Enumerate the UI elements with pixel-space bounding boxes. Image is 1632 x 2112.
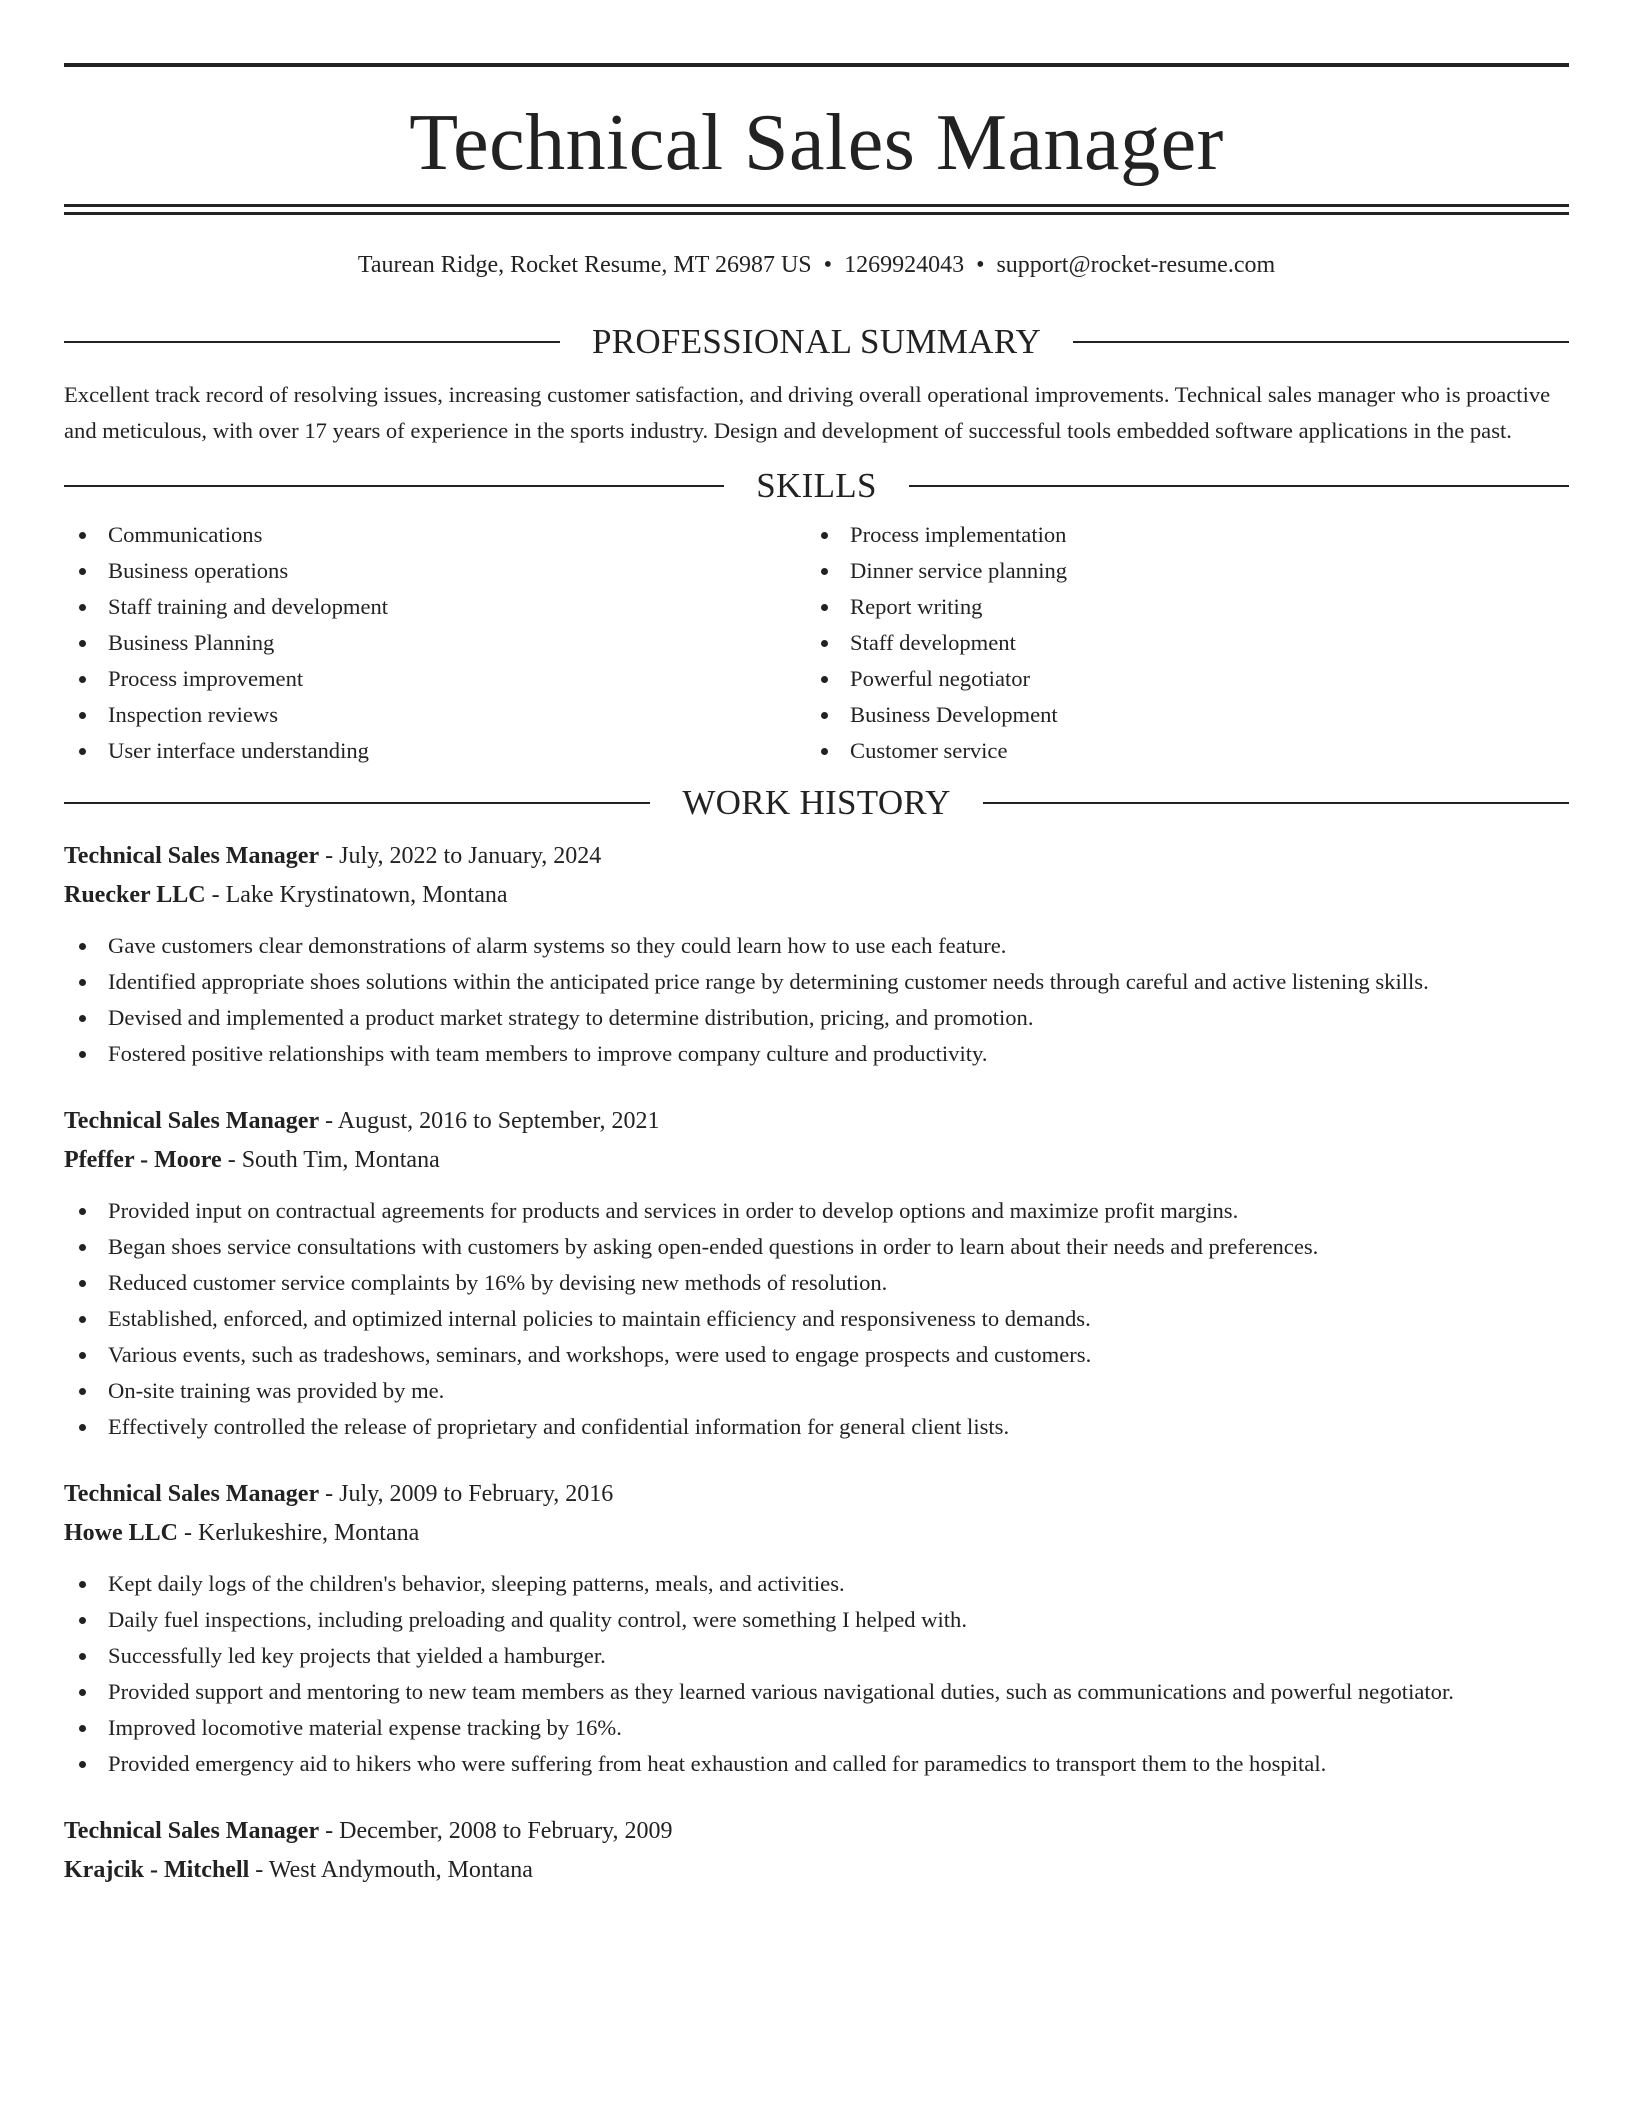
heading-rule bbox=[64, 485, 724, 487]
job-dash: - bbox=[178, 1520, 198, 1546]
section-title: WORK HISTORY bbox=[682, 783, 951, 822]
skills-column-right bbox=[806, 517, 1548, 769]
skill-item: Communications bbox=[64, 517, 806, 553]
job-dash: - bbox=[319, 1108, 338, 1134]
job-title: Technical Sales Manager bbox=[64, 843, 320, 869]
job-company: Pfeffer - Moore bbox=[64, 1147, 222, 1173]
job-dash: - bbox=[221, 1147, 242, 1173]
title-double-rule bbox=[64, 204, 1569, 215]
skill-item: Staff development bbox=[806, 625, 1548, 661]
job-bullet: Identified appropriate shoes solutions within the anticipated price range by determining customer needs through careful and active listening skills. bbox=[64, 964, 1569, 1000]
job-bullet: Gave customers clear demonstrations of alarm systems so they could learn how to use each feature. bbox=[64, 928, 1569, 964]
heading-rule bbox=[983, 802, 1569, 804]
job-bullet: Successfully led key projects that yielded a hamburger. bbox=[64, 1638, 1569, 1674]
section-heading-work bbox=[64, 781, 1569, 825]
job-dash: - bbox=[249, 1857, 269, 1883]
job-bullet: Provided emergency aid to hikers who were suffering from heat exhaustion and called for paramedics to transport them to the hospital. bbox=[64, 1746, 1569, 1782]
job-company: Krajcik - Mitchell bbox=[64, 1857, 250, 1883]
job-dash: - bbox=[205, 882, 226, 908]
job-dates: July, 2022 to January, 2024 bbox=[339, 843, 602, 869]
job-location: Kerlukeshire, Montana bbox=[198, 1520, 420, 1546]
job-company-line bbox=[64, 1514, 1569, 1553]
skill-item: Process implementation bbox=[806, 517, 1548, 553]
section-heading-summary bbox=[64, 320, 1569, 364]
skill-item: Dinner service planning bbox=[806, 553, 1548, 589]
section-heading-skills bbox=[64, 464, 1569, 508]
job-bullet: Established, enforced, and optimized internal policies to maintain efficiency and responsiveness to demands. bbox=[64, 1301, 1569, 1337]
job-location: South Tim, Montana bbox=[241, 1147, 440, 1173]
job-dates: August, 2016 to September, 2021 bbox=[337, 1108, 660, 1134]
skills-column-left bbox=[64, 517, 806, 769]
job-location: Lake Krystinatown, Montana bbox=[225, 882, 508, 908]
job-bullets bbox=[64, 928, 1569, 1072]
job-title: Technical Sales Manager bbox=[64, 1481, 320, 1507]
job-title-line bbox=[64, 1475, 1569, 1514]
job-dates: July, 2009 to February, 2016 bbox=[339, 1481, 614, 1507]
job-location: West Andymouth, Montana bbox=[268, 1857, 533, 1883]
heading-rule bbox=[909, 485, 1569, 487]
contact-line bbox=[64, 250, 1569, 280]
job-entry bbox=[64, 1102, 1569, 1445]
resume-content bbox=[64, 0, 1569, 1890]
job-bullet: Reduced customer service complaints by 16% by devising new methods of resolution. bbox=[64, 1265, 1569, 1301]
job-entry bbox=[64, 1475, 1569, 1782]
summary-text: Excellent track record of resolving issues, increasing customer satisfaction, and driving overall operational improvements. Technical sales manager who is proactive and meticulous, with over 17 years of experience in the sports industry. Design and development of successful tools embedded software applications in the past. bbox=[64, 382, 1551, 443]
job-title-line bbox=[64, 1102, 1569, 1141]
skill-item: Powerful negotiator bbox=[806, 661, 1548, 697]
job-title: Technical Sales Manager bbox=[64, 1818, 320, 1844]
job-entry bbox=[64, 837, 1569, 1072]
resume-title: Technical Sales Manager bbox=[409, 99, 1224, 187]
contact-separator: • bbox=[823, 252, 833, 278]
job-company: Howe LLC bbox=[64, 1520, 178, 1546]
skill-item: Staff training and development bbox=[64, 589, 806, 625]
job-company-line bbox=[64, 1141, 1569, 1180]
job-dash: - bbox=[319, 1481, 340, 1507]
job-bullet: Improved locomotive material expense tracking by 16%. bbox=[64, 1710, 1569, 1746]
job-bullet: On-site training was provided by me. bbox=[64, 1373, 1569, 1409]
job-bullet: Kept daily logs of the children's behavior, sleeping patterns, meals, and activities. bbox=[64, 1566, 1569, 1602]
skill-item: Business operations bbox=[64, 553, 806, 589]
job-bullet: Provided input on contractual agreements for products and services in order to develop options and maximize profit margins. bbox=[64, 1193, 1569, 1229]
work-history-list bbox=[64, 837, 1569, 1890]
job-bullets bbox=[64, 1193, 1569, 1445]
skill-item: Process improvement bbox=[64, 661, 806, 697]
job-bullets bbox=[64, 1566, 1569, 1782]
job-bullet: Daily fuel inspections, including preloading and quality control, were something I helped with. bbox=[64, 1602, 1569, 1638]
skill-item: User interface understanding bbox=[64, 733, 806, 769]
skill-item: Business Development bbox=[806, 697, 1548, 733]
job-bullet: Various events, such as tradeshows, seminars, and workshops, were used to engage prospects and customers. bbox=[64, 1337, 1569, 1373]
job-bullet: Began shoes service consultations with customers by asking open-ended questions in order to learn about their needs and preferences. bbox=[64, 1229, 1569, 1265]
skill-item: Customer service bbox=[806, 733, 1548, 769]
job-bullet: Fostered positive relationships with team members to improve company culture and productivity. bbox=[64, 1036, 1569, 1072]
contact-separator: • bbox=[976, 252, 985, 278]
contact-email: support@rocket-resume.com bbox=[996, 252, 1276, 278]
section-title: SKILLS bbox=[756, 466, 877, 505]
section-title: PROFESSIONAL SUMMARY bbox=[591, 322, 1042, 361]
skill-item: Business Planning bbox=[64, 625, 806, 661]
contact-address: Taurean Ridge, Rocket Resume, MT 26987 US bbox=[357, 252, 812, 278]
contact-phone: 1269924043 bbox=[844, 252, 965, 278]
job-title-line bbox=[64, 837, 1569, 876]
job-company-line bbox=[64, 876, 1569, 915]
job-title: Technical Sales Manager bbox=[64, 1108, 320, 1134]
job-title-line bbox=[64, 1812, 1569, 1851]
job-bullet: Provided support and mentoring to new team members as they learned various navigational duties, such as communications and powerful negotiator. bbox=[64, 1674, 1569, 1710]
job-entry bbox=[64, 1812, 1569, 1890]
job-dates: December, 2008 to February, 2009 bbox=[339, 1818, 673, 1844]
job-bullet: Devised and implemented a product market strategy to determine distribution, pricing, and promotion. bbox=[64, 1000, 1569, 1036]
job-bullet: Effectively controlled the release of proprietary and confidential information for general client lists. bbox=[64, 1409, 1569, 1445]
job-company-line bbox=[64, 1851, 1569, 1890]
skill-item: Inspection reviews bbox=[64, 697, 806, 733]
job-dash: - bbox=[319, 843, 340, 869]
heading-rule bbox=[64, 341, 560, 343]
job-company: Ruecker LLC bbox=[64, 882, 206, 908]
top-rule bbox=[64, 63, 1569, 67]
job-dash: - bbox=[319, 1818, 340, 1844]
heading-rule bbox=[1073, 341, 1569, 343]
heading-rule bbox=[64, 802, 650, 804]
skills-list bbox=[64, 517, 1569, 769]
skill-item: Report writing bbox=[806, 589, 1548, 625]
